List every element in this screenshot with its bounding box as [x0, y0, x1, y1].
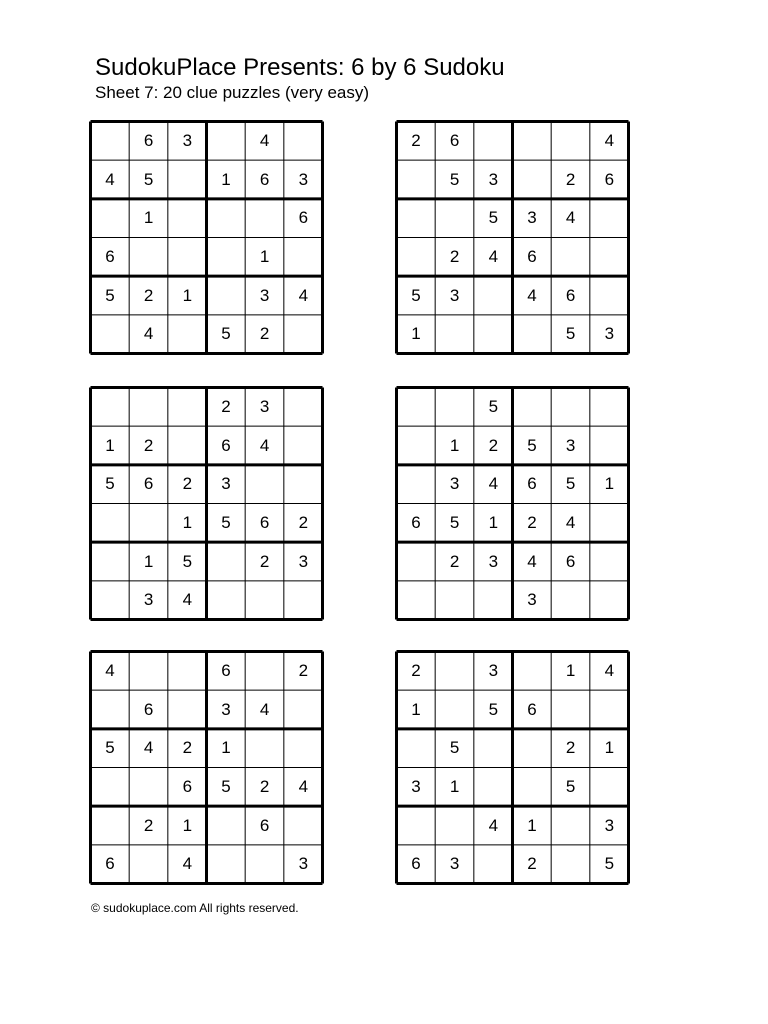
sudoku-empty-cell	[207, 542, 246, 581]
sudoku-clue: 3	[488, 661, 499, 680]
sudoku-empty-cell	[551, 581, 590, 620]
sudoku-clue: 1	[259, 247, 270, 266]
sudoku-clue: 2	[143, 285, 154, 305]
sudoku-clue: 5	[105, 738, 115, 758]
sudoku-empty-cell	[590, 238, 629, 277]
sudoku-clue: 3	[488, 169, 499, 189]
sudoku-clue: 5	[565, 324, 576, 344]
sudoku-empty-cell	[551, 806, 590, 845]
sudoku-empty-cell	[590, 581, 629, 620]
sudoku-clue: 4	[527, 285, 537, 305]
sudoku-empty-cell	[207, 845, 246, 884]
sudoku-clue: 4	[604, 131, 615, 150]
sudoku-clue: 5	[182, 551, 193, 571]
sudoku-clue: 5	[565, 777, 576, 796]
sudoku-empty-cell	[207, 276, 246, 315]
sudoku-empty-cell	[284, 315, 323, 354]
sudoku-clue: 4	[565, 208, 576, 228]
sudoku-empty-cell	[245, 729, 284, 768]
sudoku-clue: 1	[182, 513, 193, 532]
sudoku-empty-cell	[474, 845, 513, 884]
sudoku-clue: 6	[105, 247, 115, 266]
sudoku-empty-cell	[397, 465, 436, 504]
sudoku-empty-cell	[474, 768, 513, 807]
sudoku-clue: 2	[298, 661, 309, 680]
sudoku-clue: 5	[143, 169, 154, 189]
sudoku-clue: 2	[527, 854, 537, 874]
sudoku-empty-cell	[474, 276, 513, 315]
sudoku-clue: 5	[604, 854, 615, 874]
sudoku-clue: 1	[221, 169, 231, 189]
sudoku-clue: 3	[449, 474, 460, 494]
page-title: SudokuPlace Presents: 6 by 6 Sudoku	[95, 54, 505, 81]
sudoku-empty-cell	[435, 388, 474, 427]
sudoku-empty-cell	[397, 542, 436, 581]
sudoku-empty-cell	[129, 768, 168, 807]
sudoku-clue: 5	[449, 169, 460, 189]
sudoku-clue: 2	[259, 777, 270, 796]
sudoku-clue: 4	[488, 815, 499, 835]
sudoku-clue: 1	[449, 777, 460, 796]
sudoku-empty-cell	[590, 426, 629, 465]
sudoku-empty-cell	[513, 122, 552, 161]
sudoku-clue: 3	[182, 131, 193, 150]
sudoku-clue: 2	[565, 738, 576, 758]
sudoku-empty-cell	[91, 504, 130, 543]
sudoku-clue: 6	[527, 474, 537, 494]
sudoku-empty-cell	[474, 122, 513, 161]
sudoku-clue: 6	[604, 169, 615, 189]
sudoku-empty-cell	[435, 690, 474, 729]
sudoku-empty-cell	[284, 729, 323, 768]
sudoku-clue: 2	[221, 397, 231, 416]
sudoku-empty-cell	[168, 315, 207, 354]
page-subtitle: Sheet 7: 20 clue puzzles (very easy)	[95, 83, 370, 102]
sudoku-clue: 2	[488, 435, 499, 455]
sudoku-empty-cell	[91, 690, 130, 729]
sudoku-empty-cell	[397, 729, 436, 768]
sudoku-empty-cell	[590, 276, 629, 315]
sudoku-empty-cell	[91, 542, 130, 581]
sudoku-clue: 1	[449, 435, 460, 455]
sudoku-empty-cell	[397, 388, 436, 427]
sudoku-empty-cell	[435, 581, 474, 620]
sudoku-clue: 5	[527, 435, 537, 455]
sudoku-clue: 6	[105, 854, 115, 874]
sudoku-empty-cell	[91, 388, 130, 427]
sudoku-clue: 5	[565, 474, 576, 494]
sudoku-empty-cell	[397, 581, 436, 620]
sudoku-empty-cell	[207, 806, 246, 845]
sudoku-clue: 3	[449, 854, 460, 874]
sudoku-empty-cell	[168, 388, 207, 427]
sudoku-empty-cell	[551, 690, 590, 729]
sudoku-clue: 1	[411, 699, 421, 719]
sudoku-empty-cell	[551, 845, 590, 884]
sudoku-empty-cell	[397, 238, 436, 277]
sudoku-empty-cell	[435, 806, 474, 845]
sudoku-clue: 2	[182, 738, 193, 758]
sudoku-clue: 2	[411, 131, 421, 150]
sudoku-empty-cell	[590, 504, 629, 543]
sudoku-clue: 3	[527, 590, 537, 610]
sudoku-empty-cell	[91, 315, 130, 354]
sudoku-empty-cell	[129, 238, 168, 277]
sudoku-clue: 2	[259, 324, 270, 344]
sudoku-empty-cell	[91, 768, 130, 807]
sudoku-clue: 4	[565, 513, 576, 532]
sudoku-clue: 3	[298, 551, 309, 571]
sudoku-clue: 1	[182, 285, 193, 305]
sudoku-empty-cell	[590, 690, 629, 729]
sudoku-clue: 1	[488, 513, 499, 532]
sudoku-clue: 4	[259, 435, 270, 455]
sudoku-clue: 6	[221, 435, 231, 455]
sudoku-empty-cell	[551, 122, 590, 161]
sudoku-clue: 1	[143, 551, 154, 571]
sudoku-empty-cell	[245, 465, 284, 504]
sudoku-clue: 1	[221, 738, 231, 758]
sudoku-clue: 3	[527, 208, 537, 228]
sudoku-clue: 6	[565, 285, 576, 305]
sudoku-grid-2	[395, 120, 630, 355]
sudoku-empty-cell	[590, 388, 629, 427]
sudoku-empty-cell	[513, 729, 552, 768]
sudoku-empty-cell	[474, 729, 513, 768]
sudoku-empty-cell	[435, 199, 474, 238]
sudoku-clue: 3	[298, 169, 309, 189]
sudoku-clue: 2	[411, 661, 421, 680]
sudoku-empty-cell	[284, 581, 323, 620]
sudoku-clue: 6	[298, 208, 309, 228]
sudoku-empty-cell	[284, 690, 323, 729]
sudoku-empty-cell	[513, 768, 552, 807]
sudoku-empty-cell	[397, 199, 436, 238]
sudoku-empty-cell	[513, 388, 552, 427]
sudoku-empty-cell	[513, 160, 552, 199]
sudoku-empty-cell	[513, 652, 552, 691]
sudoku-clue: 6	[143, 474, 154, 494]
sudoku-clue: 5	[411, 285, 421, 305]
sudoku-empty-cell	[590, 768, 629, 807]
sudoku-empty-cell	[284, 238, 323, 277]
sudoku-clue: 2	[298, 513, 309, 532]
sudoku-empty-cell	[207, 122, 246, 161]
sudoku-clue: 2	[143, 435, 154, 455]
sudoku-clue: 1	[527, 815, 537, 835]
sudoku-clue: 1	[604, 738, 615, 758]
sudoku-empty-cell	[245, 581, 284, 620]
sudoku-empty-cell	[474, 315, 513, 354]
sudoku-empty-cell	[207, 238, 246, 277]
sudoku-empty-cell	[168, 652, 207, 691]
sudoku-clue: 5	[105, 285, 115, 305]
sudoku-clue: 5	[449, 738, 460, 758]
sudoku-clue: 3	[604, 815, 615, 835]
sudoku-clue: 2	[565, 169, 576, 189]
sudoku-clue: 6	[411, 854, 421, 874]
sudoku-clue: 1	[105, 435, 115, 455]
copyright-notice: © sudokuplace.com All rights reserved.	[91, 901, 299, 915]
sudoku-clue: 3	[298, 854, 309, 874]
sudoku-clue: 3	[221, 699, 231, 719]
sudoku-clue: 6	[259, 513, 270, 532]
sudoku-clue: 6	[259, 815, 270, 835]
sudoku-clue: 2	[259, 551, 270, 571]
sudoku-grid-3	[89, 386, 324, 621]
sudoku-clue: 6	[143, 131, 154, 150]
sudoku-empty-cell	[397, 806, 436, 845]
sudoku-clue: 4	[105, 661, 115, 680]
sudoku-clue: 4	[527, 551, 537, 571]
sudoku-clue: 4	[298, 777, 309, 796]
sudoku-empty-cell	[245, 199, 284, 238]
sudoku-clue: 3	[259, 285, 270, 305]
sudoku-empty-cell	[245, 652, 284, 691]
sudoku-clue: 3	[143, 590, 154, 610]
sudoku-clue: 4	[143, 738, 154, 758]
sudoku-clue: 1	[182, 815, 193, 835]
sudoku-clue: 1	[604, 474, 615, 494]
sudoku-clue: 6	[527, 699, 537, 719]
sudoku-clue: 4	[259, 699, 270, 719]
sudoku-empty-cell	[513, 315, 552, 354]
sudoku-grid-5	[89, 650, 324, 885]
sudoku-clue: 3	[411, 777, 421, 796]
sudoku-clue: 3	[449, 285, 460, 305]
sudoku-clue: 1	[411, 324, 421, 344]
sudoku-clue: 5	[221, 513, 231, 532]
sudoku-clue: 1	[565, 661, 576, 680]
sudoku-clue: 5	[105, 474, 115, 494]
sudoku-grid-1	[89, 120, 324, 355]
sudoku-clue: 4	[298, 285, 309, 305]
sudoku-clue: 4	[182, 590, 193, 610]
sudoku-clue: 6	[449, 131, 460, 150]
sudoku-empty-cell	[91, 199, 130, 238]
sudoku-clue: 6	[411, 513, 421, 532]
sudoku-clue: 4	[105, 169, 115, 189]
sudoku-empty-cell	[91, 122, 130, 161]
sudoku-clue: 4	[182, 854, 193, 874]
sudoku-clue: 3	[488, 551, 499, 571]
sudoku-empty-cell	[435, 315, 474, 354]
sudoku-empty-cell	[245, 845, 284, 884]
sudoku-empty-cell	[284, 806, 323, 845]
sudoku-empty-cell	[207, 581, 246, 620]
sudoku-empty-cell	[168, 690, 207, 729]
sudoku-clue: 4	[143, 324, 154, 344]
sudoku-clue: 5	[488, 397, 499, 416]
sudoku-clue: 3	[565, 435, 576, 455]
sudoku-empty-cell	[207, 199, 246, 238]
sudoku-empty-cell	[397, 426, 436, 465]
sudoku-empty-cell	[129, 652, 168, 691]
sudoku-clue: 3	[259, 397, 270, 416]
sudoku-clue: 3	[221, 474, 231, 494]
sudoku-clue: 6	[221, 661, 231, 680]
sudoku-empty-cell	[284, 388, 323, 427]
sudoku-clue: 2	[527, 513, 537, 532]
sudoku-empty-cell	[397, 160, 436, 199]
sudoku-empty-cell	[168, 199, 207, 238]
sudoku-empty-cell	[91, 581, 130, 620]
sudoku-clue: 5	[221, 777, 231, 796]
sudoku-empty-cell	[168, 426, 207, 465]
sudoku-empty-cell	[284, 122, 323, 161]
sudoku-empty-cell	[590, 542, 629, 581]
sudoku-empty-cell	[284, 426, 323, 465]
sudoku-clue: 6	[182, 777, 193, 796]
sudoku-empty-cell	[590, 199, 629, 238]
sudoku-empty-cell	[168, 160, 207, 199]
sudoku-clue: 6	[143, 699, 154, 719]
sudoku-grid-6	[395, 650, 630, 885]
sudoku-empty-cell	[168, 238, 207, 277]
sudoku-clue: 4	[488, 247, 499, 266]
sudoku-empty-cell	[551, 388, 590, 427]
sudoku-clue: 6	[527, 247, 537, 266]
sudoku-clue: 5	[488, 208, 499, 228]
sudoku-clue: 4	[604, 661, 615, 680]
sudoku-empty-cell	[129, 388, 168, 427]
sudoku-clue: 2	[143, 815, 154, 835]
sudoku-clue: 2	[449, 247, 460, 266]
sudoku-clue: 6	[259, 169, 270, 189]
sudoku-clue: 2	[449, 551, 460, 571]
sudoku-clue: 3	[604, 324, 615, 344]
sudoku-grid-4	[395, 386, 630, 621]
sudoku-empty-cell	[551, 238, 590, 277]
sudoku-empty-cell	[129, 845, 168, 884]
sudoku-clue: 5	[449, 513, 460, 532]
sudoku-empty-cell	[474, 581, 513, 620]
sudoku-clue: 2	[182, 474, 193, 494]
sudoku-empty-cell	[91, 806, 130, 845]
sudoku-clue: 4	[488, 474, 499, 494]
sudoku-clue: 1	[143, 208, 154, 228]
sudoku-empty-cell	[129, 504, 168, 543]
sudoku-empty-cell	[284, 465, 323, 504]
sudoku-clue: 4	[259, 131, 270, 150]
sudoku-clue: 5	[221, 324, 231, 344]
sudoku-clue: 5	[488, 699, 499, 719]
sudoku-clue: 6	[565, 551, 576, 571]
sudoku-empty-cell	[435, 652, 474, 691]
